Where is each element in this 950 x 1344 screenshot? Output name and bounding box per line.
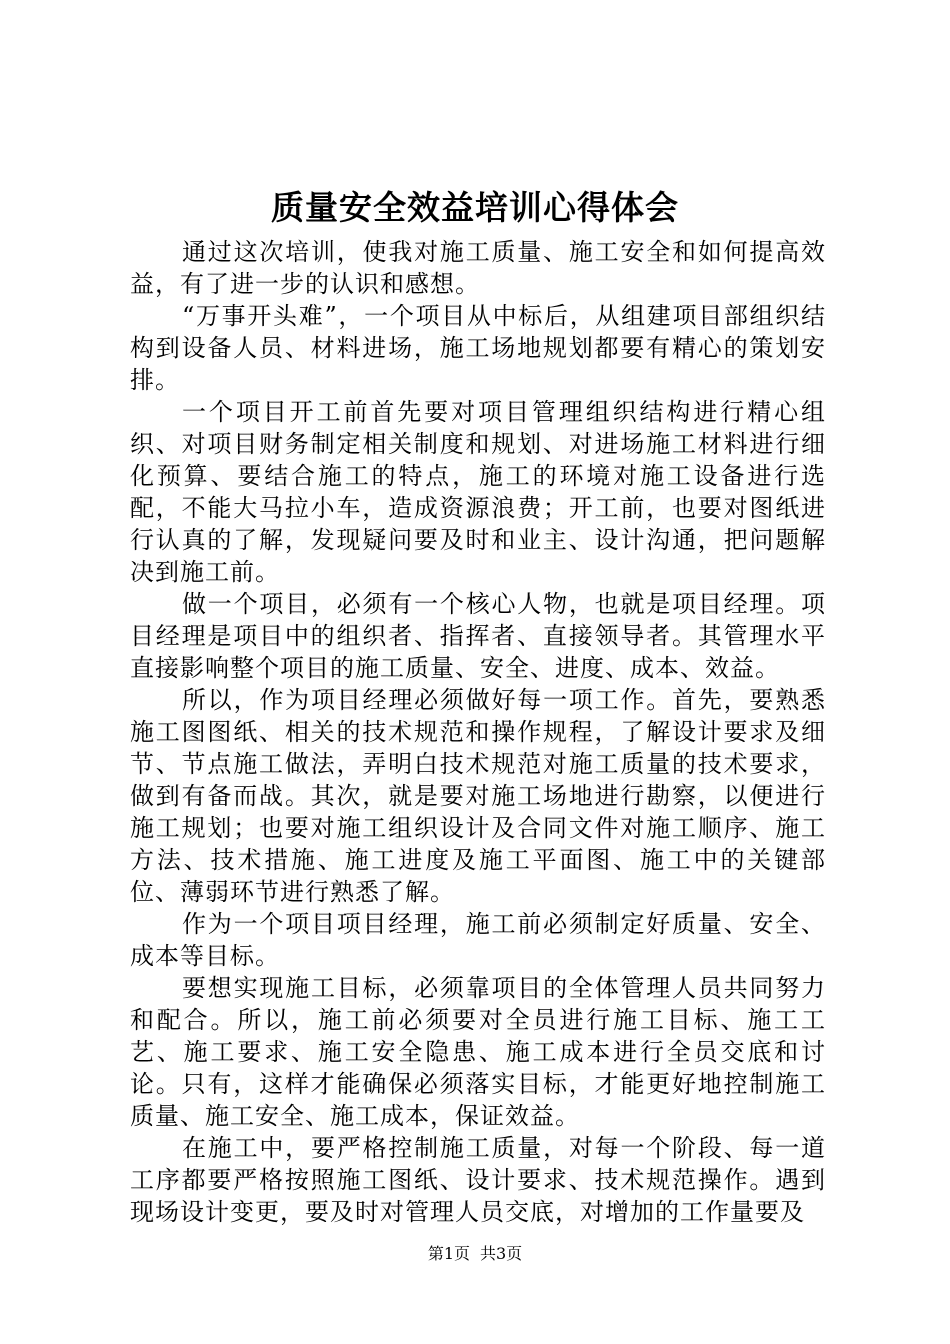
paragraph-8: 在施工中，要严格控制施工质量，对每一个阶段、每一道工序都要严格按照施工图纸、设计要求、技术规范操作。遇到现场设计变更，要及时对管理人员交底，对增加的工作量要及 (130, 1134, 826, 1226)
paragraph-4: 做一个项目，必须有一个核心人物，也就是项目经理。项目经理是项目中的组织者、指挥者、直接领导者。其管理水平直接影响整个项目的施工质量、安全、进度、成本、效益。 (130, 590, 826, 682)
paragraph-5: 所以，作为项目经理必须做好每一项工作。首先，要熟悉施工图图纸、相关的技术规范和操作规程，了解设计要求及细节、节点施工做法，弄明白技术规范对施工质量的技术要求，做到有备而战。其次，就是要对施工场地进行勘察，以便进行施工规划；也要对施工组织设计及合同文件对施工顺序、施工方法、技术措施、施工进度及施工平面图、施工中的关键部位、薄弱环节进行熟悉了解。 (130, 686, 826, 906)
paragraph-6: 作为一个项目项目经理，施工前必须制定好质量、安全、成本等目标。 (130, 910, 826, 970)
paragraph-2: “万事开头难”，一个项目从中标后，从组建项目部组织结构到设备人员、材料进场，施工场地规划都要有精心的策划安排。 (130, 302, 826, 394)
paragraph-1: 通过这次培训，使我对施工质量、施工安全和如何提高效益，有了进一步的认识和感想。 (130, 238, 826, 298)
page-footer (0, 1243, 950, 1265)
paragraph-3: 一个项目开工前首先要对项目管理组织结构进行精心组织、对项目财务制定相关制度和规划、对进场施工材料进行细化预算、要结合施工的特点，施工的环境对施工设备进行选配，不能大马拉小车，造成资源浪费；开工前，也要对图纸进行认真的了解，发现疑问要及时和业主、设计沟通，把问题解决到施工前。 (130, 398, 826, 586)
page-total: 共3页 (480, 1244, 523, 1263)
document-title: 质量安全效益培训心得体会 (271, 188, 679, 227)
document-body (130, 236, 826, 1228)
paragraph-7: 要想实现施工目标，必须靠项目的全体管理人员共同努力和配合。所以，施工前必须要对全员进行施工目标、施工工艺、施工要求、施工安全隐患、施工成本进行全员交底和讨论。只有，这样才能确保必须落实目标，才能更好地控制施工质量、施工安全、施工成本，保证效益。 (130, 974, 826, 1130)
page-number: 第1页 (427, 1244, 470, 1263)
